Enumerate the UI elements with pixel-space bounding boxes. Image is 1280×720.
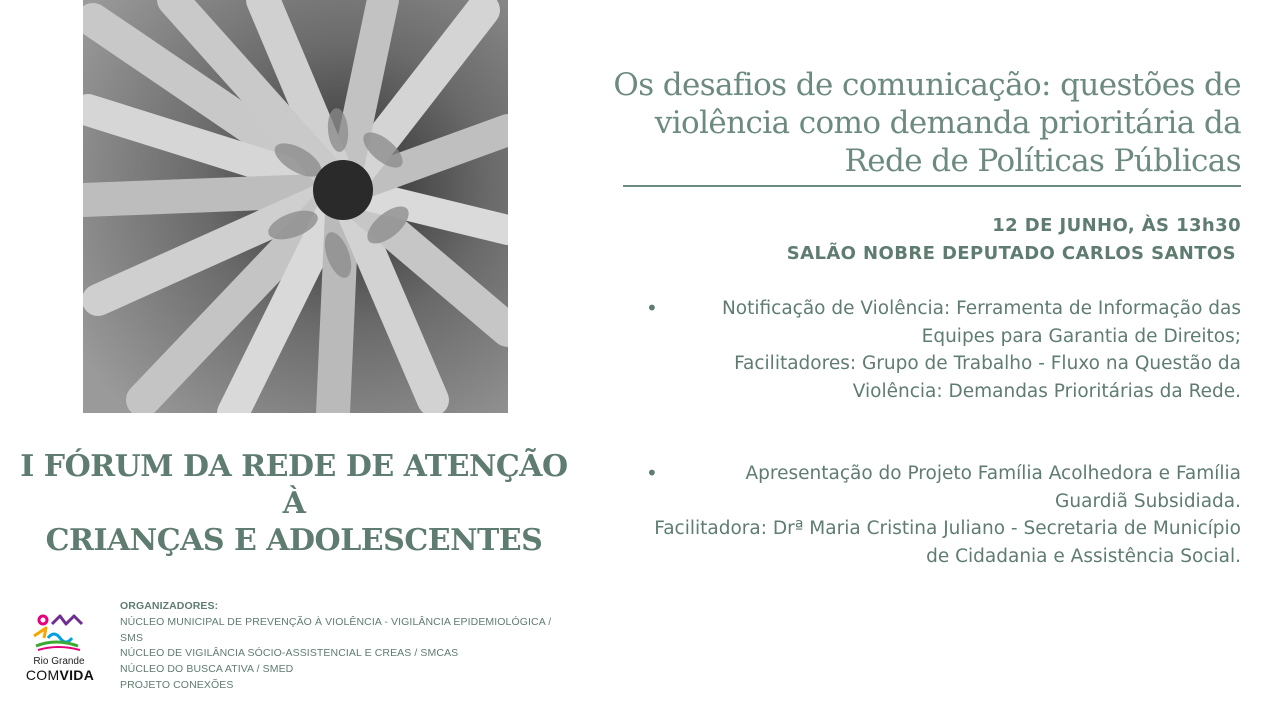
rio-grande-logo-icon bbox=[30, 612, 88, 654]
topic-text: Apresentação do Projeto Família Acolhedora e Família Guardiã Subsidiada. bbox=[745, 463, 1241, 512]
headline-divider bbox=[623, 185, 1241, 187]
topic-text: Notificação de Violência: Ferramenta de Informação das Equipes para Garantia de Direitos; bbox=[721, 298, 1241, 347]
forum-title bbox=[20, 448, 568, 559]
topic-facilitator: Facilitadora: Drª Maria Cristina Juliano - Secretaria de Município de Cidadania e Assistência Social. bbox=[654, 518, 1241, 567]
event-date: 12 DE JUNHO, ÀS 13h30 bbox=[992, 215, 1241, 236]
photo-children-feet-circle-icon bbox=[83, 0, 508, 413]
headline-line1: Os desafios de comunicação: questões de bbox=[613, 67, 1241, 103]
organizer-item: NÚCLEO MUNICIPAL DE PREVENÇÃO À VIOLÊNCIA - VIGILÂNCIA EPIDEMIOLÓGICA / SMS bbox=[120, 615, 552, 644]
organizer-item: NÚCLEO DE VIGILÂNCIA SÓCIO-ASSISTENCIAL E CREAS / SMCAS bbox=[120, 647, 459, 660]
headline-line2: violência como demanda prioritária da bbox=[654, 105, 1241, 141]
forum-title-line1: I FÓRUM DA REDE DE ATENÇÃO À bbox=[20, 449, 568, 521]
event-headline bbox=[600, 66, 1241, 180]
organizer-item: NÚCLEO DO BUSCA ATIVA / SMED bbox=[120, 663, 294, 676]
rio-grande-com-vida-logo bbox=[24, 612, 98, 684]
topic-facilitator: Facilitadores: Grupo de Trabalho - Fluxo na Questão da Violência: Demandas Prioritárias da Rede. bbox=[734, 353, 1241, 402]
logo-text-com-vida: COMVIDA bbox=[25, 667, 95, 683]
event-photo bbox=[83, 0, 508, 413]
topic-item bbox=[646, 295, 1241, 405]
bullet-icon: • bbox=[646, 461, 658, 485]
organizer-item: PROJETO CONEXÕES bbox=[120, 678, 234, 691]
topic-item bbox=[646, 460, 1241, 570]
headline-line3: Rede de Políticas Públicas bbox=[844, 143, 1241, 179]
bullet-icon: • bbox=[646, 296, 658, 320]
organizers-block bbox=[120, 599, 575, 694]
logo-text-rio-grande: Rio Grande bbox=[33, 656, 85, 667]
event-venue: SALÃO NOBRE DEPUTADO CARLOS SANTOS bbox=[786, 243, 1236, 264]
forum-title-line2: CRIANÇAS E ADOLESCENTES bbox=[45, 523, 543, 558]
organizers-heading: ORGANIZADORES: bbox=[120, 600, 219, 612]
